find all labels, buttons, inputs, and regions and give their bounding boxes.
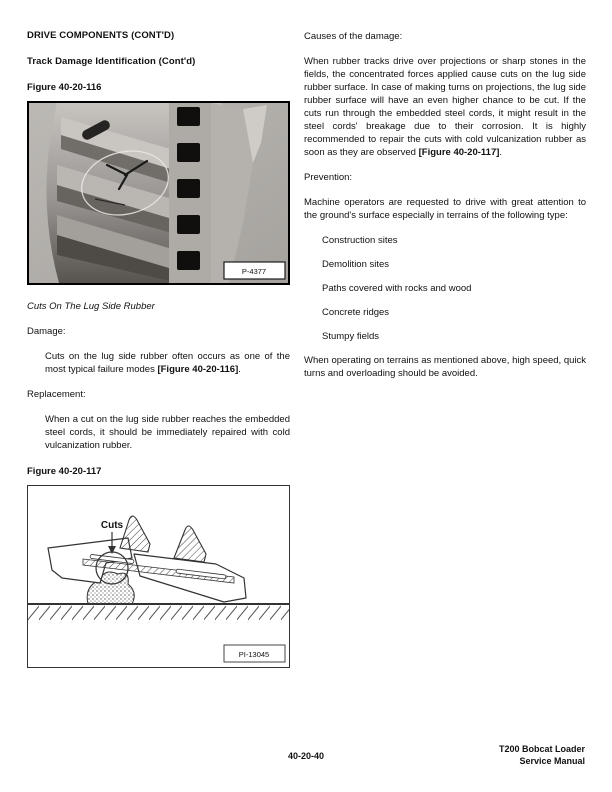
subsection-heading: Track Damage Identification (Cont'd)	[27, 56, 196, 67]
photo-ref-box	[224, 262, 285, 279]
figure2-reference: [Figure 40-20-117]	[418, 147, 500, 158]
cuts-annotation: Cuts	[100, 520, 124, 531]
drawing-ref-label: PI-13045	[238, 650, 270, 659]
figure2-label: Figure 40-20-117	[27, 466, 102, 477]
track-photo-figure	[27, 101, 290, 285]
terrain-list-item: Demolition sites	[322, 259, 390, 270]
ground-hatching	[28, 605, 289, 623]
left-column	[27, 30, 290, 684]
track-cut-diagram-figure	[27, 485, 290, 668]
manual-title-line2: Service Manual	[519, 756, 585, 766]
terrain-list-item: Stumpy fields	[322, 331, 380, 342]
closing-paragraph: When operating on terrains as mentioned above, high speed, quick turns and overloading should be avoided.	[304, 355, 587, 379]
manual-title	[385, 743, 585, 767]
replacement-heading: Replacement:	[27, 389, 86, 400]
track-lug	[174, 526, 206, 562]
damage-paragraph	[45, 350, 290, 376]
damage-text-tail: .	[238, 364, 241, 375]
replacement-paragraph: When a cut on the lug side rubber reaches the embedded steel cords, it should be immediately repaired with cold vulcanization rubber.	[45, 414, 290, 451]
figure1-label: Figure 40-20-116	[27, 82, 102, 93]
track-photo-illustration	[29, 103, 288, 283]
figure1-caption: Cuts On The Lug Side Rubber	[27, 301, 155, 312]
section-heading: DRIVE COMPONENTS (CONT'D)	[27, 30, 175, 41]
causes-text-tail: .	[499, 147, 503, 158]
right-column	[304, 30, 586, 380]
drawing-ref-box	[224, 645, 285, 662]
page-number: 40-20-40	[287, 751, 325, 761]
causes-heading: Causes of the damage:	[304, 31, 403, 42]
terrain-list-item: Concrete ridges	[322, 307, 390, 318]
damage-heading: Damage:	[27, 326, 66, 337]
track-cut-diagram	[28, 486, 289, 667]
prevention-paragraph: Machine operators are requested to drive with great attention to the ground's surface especially in terrains of the following type:	[304, 197, 586, 221]
figure1-reference: [Figure 40-20-116]	[157, 364, 239, 375]
manual-title-line1: T200 Bobcat Loader	[498, 744, 585, 754]
damage-text: Cuts on the lug side rubber often occurs as one of the most typical failure modes	[45, 351, 290, 375]
terrain-list-item: Paths covered with rocks and wood	[322, 283, 472, 294]
causes-text: When rubber tracks drive over projections or sharp stones in the fields, the concentrated forces applied cause cuts on the lug side rubber surface. In case of making turns on projections, the lug side rubber surface will have an even higher chance to be cut. If the cuts run through the embedded steel cords, it might result in the steel cords' breakage due to their corrosion. It is highly recommended to repair the cuts with cold vulcanization rubber as soon as they are observed	[304, 56, 586, 158]
prevention-heading: Prevention:	[304, 172, 353, 183]
causes-paragraph	[304, 55, 586, 159]
terrain-list-item: Construction sites	[322, 235, 398, 246]
track-lug	[120, 516, 150, 552]
photo-ref-label: P-4377	[241, 267, 267, 276]
